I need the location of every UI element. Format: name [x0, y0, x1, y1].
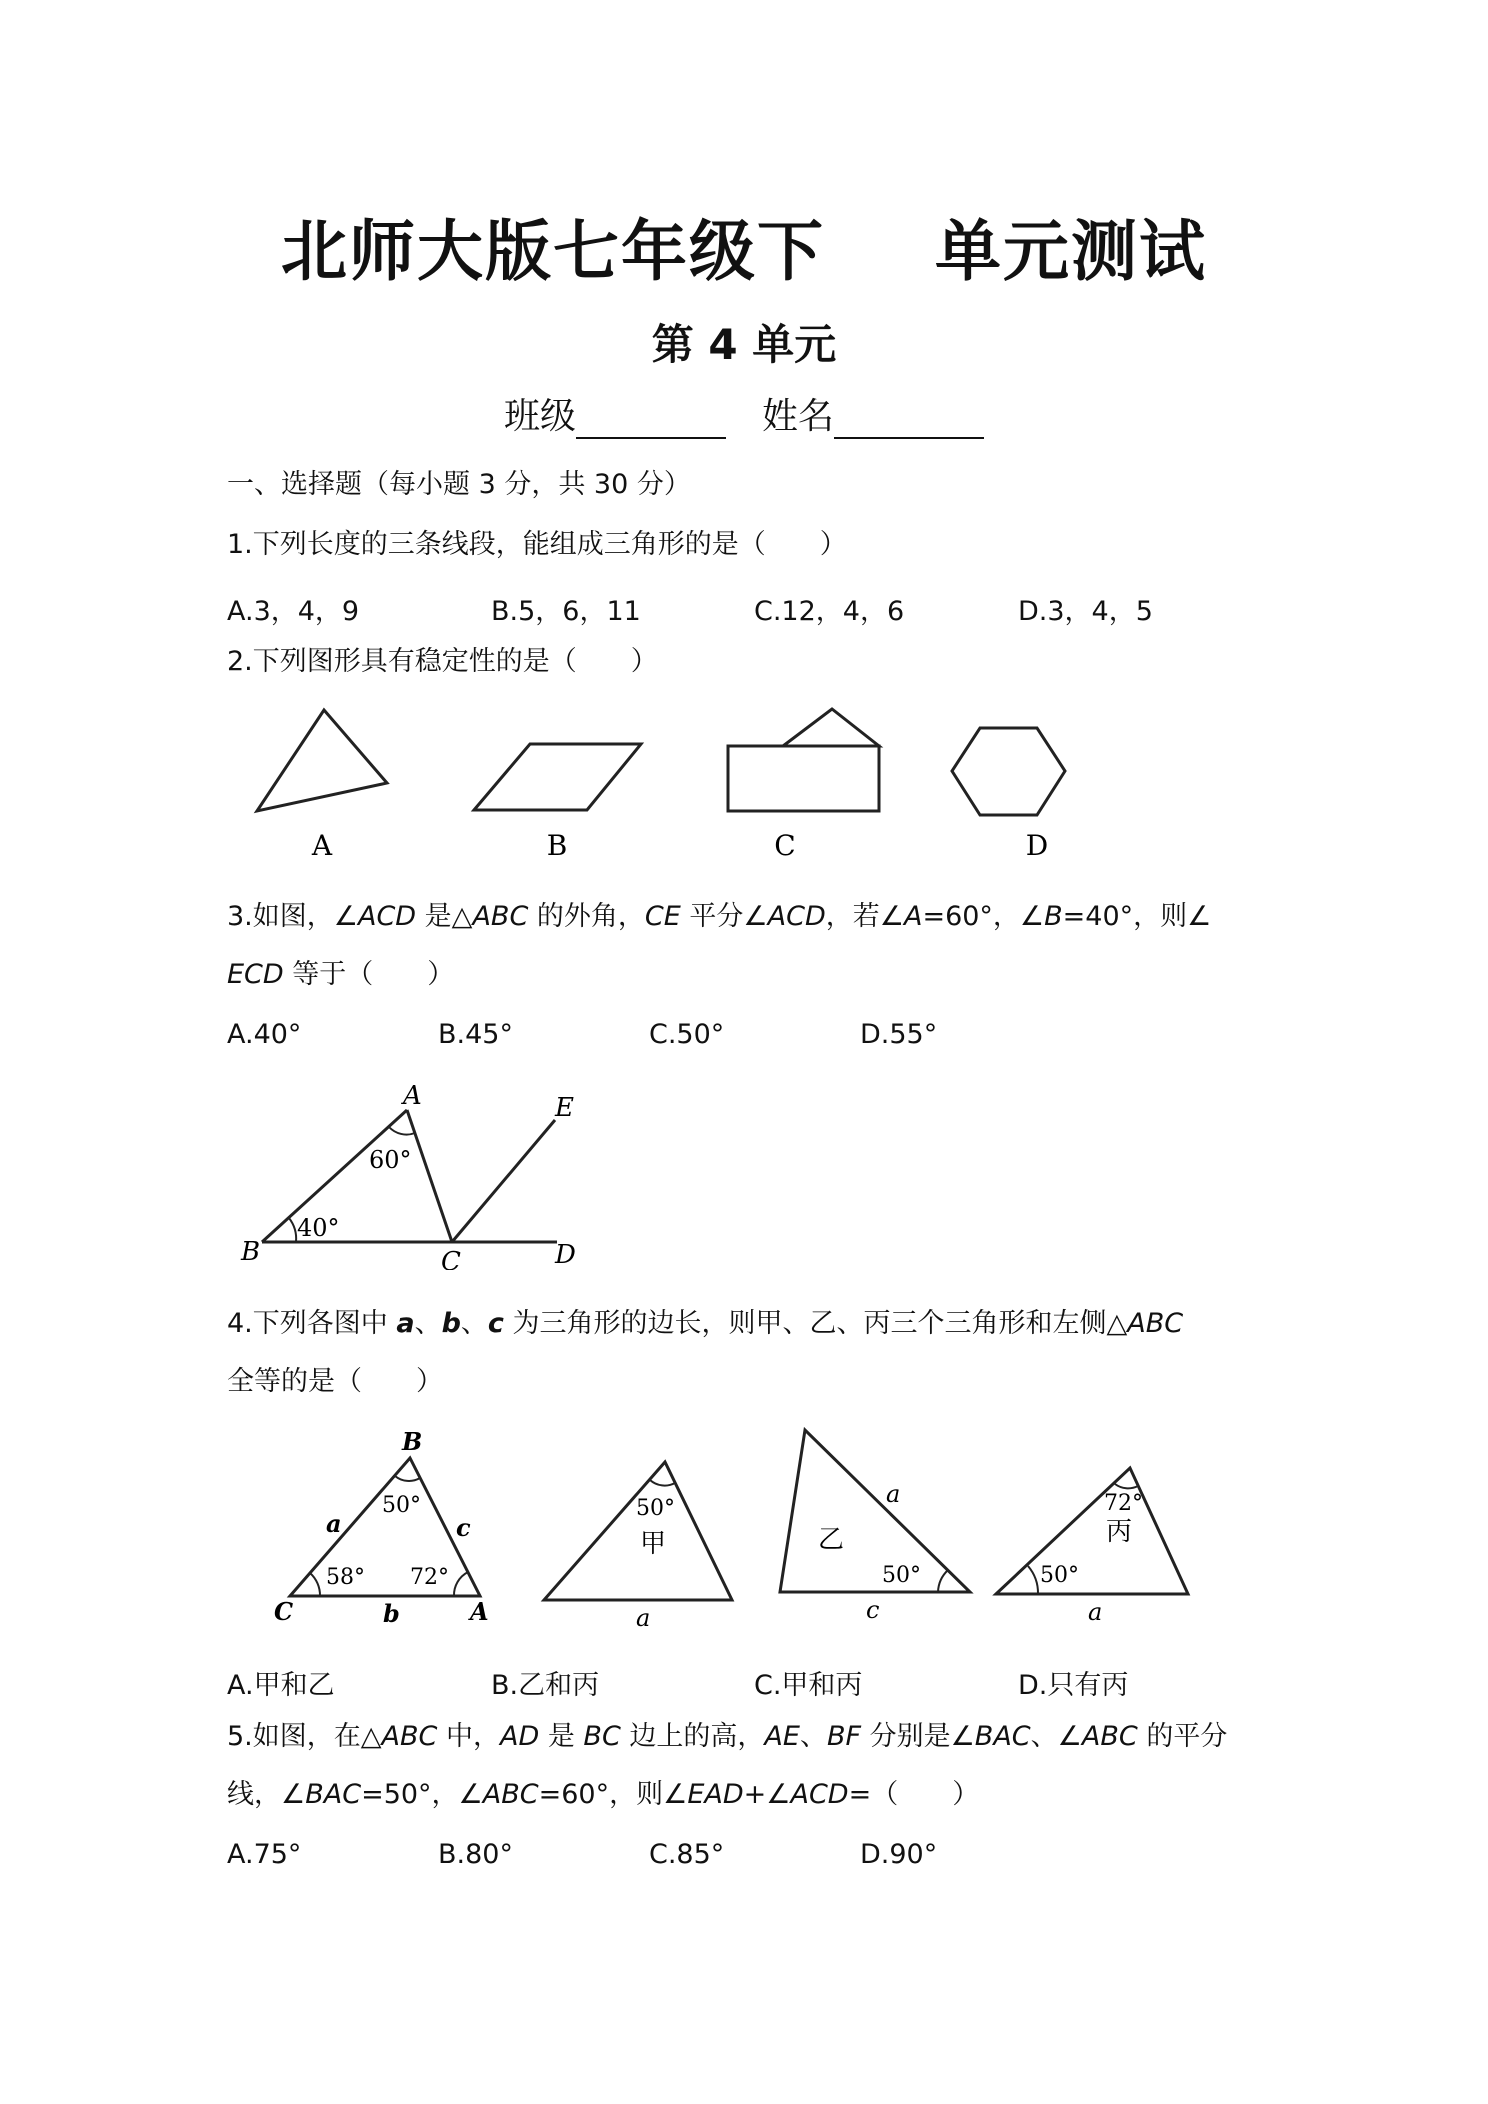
q3-text: =60°，∠	[922, 901, 1045, 932]
q2-label-a: A	[311, 829, 333, 862]
title-left: 北师大版七年级下	[281, 213, 825, 290]
q4-var: ABC	[1127, 1308, 1184, 1339]
q3-label-b: B	[241, 1237, 261, 1267]
q4-bing-angle-top: 72°	[1104, 1491, 1143, 1516]
q4-text: 、	[460, 1308, 488, 1339]
q5-var: BC	[583, 1721, 621, 1752]
q2-house-body[interactable]	[728, 746, 879, 811]
q4-bing-angle-left: 50°	[1040, 1563, 1079, 1588]
q1-option-b[interactable]: B.5，6，11	[491, 596, 641, 627]
q3-label-c: C	[441, 1247, 461, 1270]
q4-arc-a	[454, 1572, 468, 1596]
q4-jia-label: 甲	[640, 1529, 667, 1559]
q4-yi-label: 乙	[818, 1525, 845, 1555]
unit-prefix: 第	[651, 320, 694, 369]
q5-var: ACD	[790, 1779, 849, 1810]
q5-option-d[interactable]: D.90°	[860, 1839, 938, 1870]
q3-option-d[interactable]: D.55°	[860, 1019, 938, 1050]
q5-var: BAC	[974, 1721, 1031, 1752]
q4-triangle-jia	[544, 1462, 732, 1600]
class-label: 班级	[503, 396, 576, 437]
q5-text: 分别是∠	[861, 1721, 975, 1752]
q4-label-side-b: b	[383, 1599, 400, 1628]
q4-angle-a-label: 72°	[410, 1565, 449, 1590]
q3-label-a: A	[403, 1081, 422, 1111]
q3-label-d: D	[555, 1240, 576, 1270]
q1-stem: 1.下列长度的三条线段，能组成三角形的是（ ）	[227, 529, 847, 560]
q4-angle-c-label: 58°	[326, 1565, 365, 1590]
q3-stem-line1	[227, 899, 1211, 935]
q2-stem: 2.下列图形具有稳定性的是（ ）	[227, 646, 658, 677]
q3-text: 等于（ ）	[283, 959, 455, 990]
q3-angle-a-label: 60°	[369, 1146, 412, 1174]
q5-text: 、	[799, 1721, 827, 1752]
q3-text: ，若∠	[825, 901, 904, 932]
q5-var: EAD	[687, 1779, 744, 1810]
q5-text: +∠	[743, 1779, 791, 1810]
name-label: 姓名	[762, 396, 835, 437]
q4-bing-side: a	[1088, 1598, 1103, 1626]
q4-var: b	[441, 1308, 461, 1339]
q4-triangle-bing	[996, 1468, 1188, 1594]
q4-var: a	[396, 1308, 415, 1339]
name-blank[interactable]	[834, 403, 984, 439]
q1-option-a[interactable]: A.3，4，9	[227, 596, 360, 627]
q3-var: CE	[644, 901, 681, 932]
q5-stem-line2	[227, 1777, 979, 1813]
q5-text: 、∠	[1030, 1721, 1082, 1752]
q4-jia-angle: 50°	[636, 1496, 675, 1521]
q4-yi-arc	[938, 1570, 948, 1592]
q4-option-c[interactable]: C.甲和丙	[754, 1670, 863, 1701]
q4-yi-angle: 50°	[882, 1563, 921, 1588]
q4-label-a: A	[470, 1597, 489, 1626]
q3-text: 是△	[416, 901, 473, 932]
q5-text: =50°，∠	[361, 1779, 483, 1810]
q4-stem-line2: 全等的是（ ）	[227, 1366, 443, 1397]
q5-var: ABC	[381, 1721, 438, 1752]
q1-option-d[interactable]: D.3，4，5	[1018, 596, 1153, 627]
q3-stem-line2	[227, 957, 454, 993]
title-right: 单元测试	[935, 213, 1207, 290]
q4-bing-arc-left	[1028, 1566, 1038, 1594]
q3-option-c[interactable]: C.50°	[649, 1019, 725, 1050]
q3-var: ABC	[472, 901, 529, 932]
q5-option-a[interactable]: A.75°	[227, 1839, 302, 1870]
q2-label-c: C	[774, 829, 796, 862]
q4-text: 4.下列各图中	[227, 1308, 397, 1339]
q5-option-c[interactable]: C.85°	[649, 1839, 725, 1870]
q5-text: =60°，则∠	[538, 1779, 688, 1810]
q3-label-e: E	[555, 1093, 574, 1123]
q5-text: 边上的高，	[620, 1721, 765, 1752]
q3-figure	[227, 1080, 607, 1270]
q4-arc-b	[395, 1476, 420, 1481]
student-info-row	[0, 388, 1488, 439]
q5-text: =（ ）	[848, 1779, 980, 1810]
q4-option-d[interactable]: D.只有丙	[1018, 1670, 1129, 1701]
q2-triangle[interactable]	[257, 710, 387, 811]
q2-figure	[227, 698, 1147, 866]
q4-label-c: C	[274, 1597, 294, 1626]
q5-var: BAC	[305, 1779, 362, 1810]
q2-label-b: B	[546, 829, 568, 862]
q3-var: ACD	[767, 901, 826, 932]
q2-hexagon[interactable]	[952, 728, 1065, 815]
q3-var: B	[1044, 901, 1063, 932]
q5-text: 中，	[437, 1721, 500, 1752]
q4-bing-label: 丙	[1106, 1517, 1133, 1547]
q4-label-b: B	[402, 1427, 423, 1456]
q3-option-b[interactable]: B.45°	[438, 1019, 513, 1050]
q5-var: AE	[764, 1721, 800, 1752]
unit-subtitle	[0, 312, 1488, 372]
q2-label-d: D	[1025, 829, 1049, 862]
q4-angle-b-label: 50°	[382, 1493, 421, 1518]
q4-yi-side-c: c	[866, 1596, 880, 1624]
q3-option-a[interactable]: A.40°	[227, 1019, 302, 1050]
q3-text: 3.如图，∠	[227, 901, 358, 932]
q4-label-side-c: c	[456, 1513, 471, 1542]
q4-triangle-yi	[780, 1430, 970, 1592]
q4-jia-arc	[650, 1480, 675, 1486]
q4-arc-c	[310, 1573, 320, 1596]
unit-suffix: 单元	[752, 320, 837, 369]
q3-var: ECD	[227, 959, 284, 990]
q3-text: 平分∠	[680, 901, 768, 932]
page-title	[0, 198, 1488, 293]
q5-text: 的平分	[1137, 1721, 1228, 1752]
q3-var: A	[903, 901, 923, 932]
q5-stem-line1	[227, 1719, 1227, 1755]
q1-option-c[interactable]: C.12，4，6	[754, 596, 905, 627]
q3-var: ACD	[357, 901, 417, 932]
q3-line-ce	[452, 1120, 555, 1242]
q4-text: 、	[414, 1308, 442, 1339]
q3-line-ac	[407, 1110, 452, 1242]
q4-text: 为三角形的边长，则甲、乙、丙三个三角形和左侧△	[503, 1308, 1128, 1339]
q3-angle-b-label: 40°	[297, 1214, 340, 1242]
q5-text: 5.如图，在△	[227, 1721, 382, 1752]
q5-option-b[interactable]: B.80°	[438, 1839, 513, 1870]
q5-var: AD	[499, 1721, 540, 1752]
q3-text: =40°，则∠	[1062, 901, 1212, 932]
q3-angle-b-arc	[289, 1218, 296, 1242]
q5-text: 是	[539, 1721, 584, 1752]
q5-text: 线，∠	[227, 1779, 306, 1810]
q2-parallelogram[interactable]	[474, 744, 641, 810]
q4-triangle-abc	[290, 1458, 480, 1596]
q3-text: 的外角，	[528, 901, 645, 932]
q4-stem-line1	[227, 1306, 1183, 1342]
q4-option-b[interactable]: B.乙和丙	[491, 1670, 600, 1701]
q4-label-side-a: a	[326, 1509, 342, 1538]
q4-var: c	[487, 1308, 504, 1339]
q4-yi-side-a: a	[886, 1480, 901, 1508]
q4-bing-arc-top	[1115, 1484, 1138, 1488]
q3-angle-a-arc	[389, 1127, 415, 1135]
section-heading: 一、选择题（每小题 3 分，共 30 分）	[227, 469, 691, 500]
q2-house-roof[interactable]	[783, 709, 879, 746]
q4-figure	[270, 1420, 1200, 1630]
q5-var: BF	[826, 1721, 861, 1752]
q4-option-a[interactable]: A.甲和乙	[227, 1670, 335, 1701]
unit-number: 4	[708, 320, 738, 369]
class-blank[interactable]	[576, 403, 726, 439]
q5-var: ABC	[482, 1779, 539, 1810]
q4-jia-side: a	[636, 1604, 651, 1630]
q5-var: ABC	[1081, 1721, 1138, 1752]
